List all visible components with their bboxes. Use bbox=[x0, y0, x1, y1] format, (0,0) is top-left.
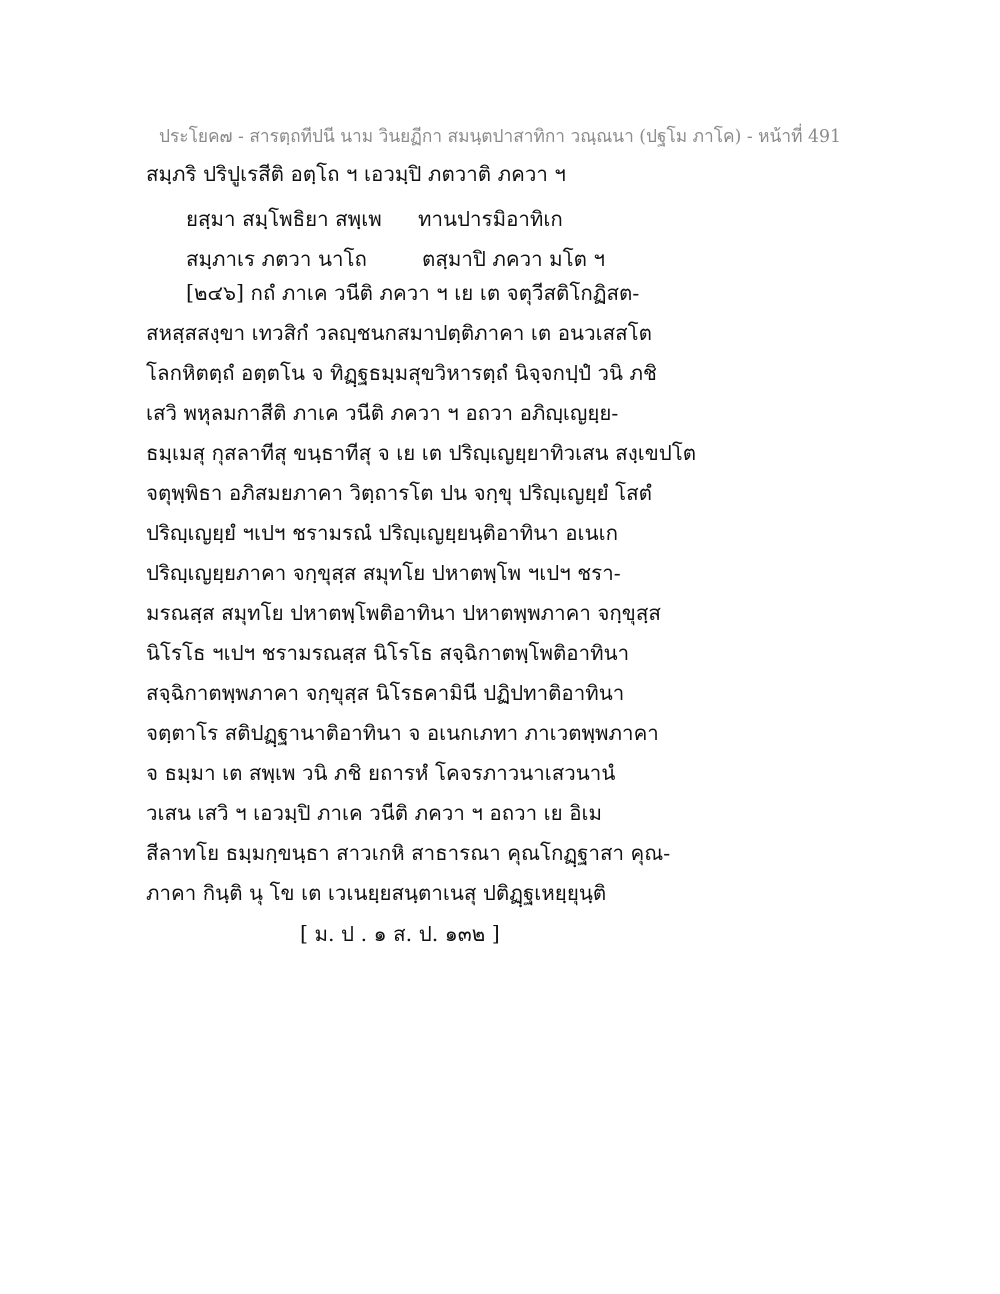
paragraph-line: ธมฺเมสุ กุสลาทีสุ ขนฺธาทีสุ จ เย เต ปริญฺเญยฺยาทิวเสน สงฺเขปโต bbox=[146, 441, 697, 465]
paragraph-line: ปริญฺเญยฺยภาคา จกฺขุสฺส สมุทโย ปหาตพฺโพ ฯเปฯ ชรา- bbox=[146, 561, 621, 585]
paragraph-line: จตฺตาโร สติปฏฺฐานาติอาทินา จ อเนกเภทา ภาเวตพฺพภาคา bbox=[146, 721, 659, 745]
paragraph-line: จตุพฺพิธา อภิสมยภาคา วิตฺถารโต ปน จกฺขุ ปริญฺเญยฺยํ โสตํ bbox=[146, 481, 652, 505]
verse-line-1-right: ทานปารมิอาทิเก bbox=[418, 207, 563, 231]
page-header: ประโยค๗ - สารตฺถทีปนี นาม วินยฏีกา สมนฺตปาสาทิกา วณฺณนา (ปฐโม ภาโค) - หน้าที่ 491 bbox=[159, 126, 841, 147]
verse-line-2-right: ตสฺมาปิ ภควา มโต ฯ bbox=[422, 247, 606, 271]
paragraph-line: สจฺฉิกาตพฺพภาคา จกฺขุสฺส นิโรธคามินี ปฏิปทาติอาทินา bbox=[146, 681, 625, 705]
reference-note: [ ม. ป . ๑ ส. ป. ๑๓๒ ] bbox=[300, 922, 500, 946]
paragraph-line: โลกหิตตฺถํ อตฺตโน จ ทิฏฺฐธมฺมสุขวิหารตฺถํ นิจฺจกปฺปํ วนิ ภชิ bbox=[146, 361, 657, 385]
paragraph-line: ภาคา กินฺติ นุ โข เต เวเนยฺยสนฺตาเนสุ ปติฏฺฐเหยฺยุนฺติ bbox=[146, 881, 607, 905]
paragraph-line: มรณสฺส สมุทโย ปหาตพฺโพติอาทินา ปหาตพฺพภาคา จกฺขุสฺส bbox=[146, 601, 661, 625]
paragraph-line: นิโรโธ ฯเปฯ ชรามรณสฺส นิโรโธ สจฺฉิกาตพฺโพติอาทินา bbox=[146, 641, 630, 665]
verse-line-1-left: ยสฺมา สมฺโพธิยา สพฺเพ bbox=[186, 207, 382, 231]
paragraph-line: สีลาทโย ธมฺมกฺขนฺธา สาวเกหิ สาธารณา คุณโกฏฺฐาสา คุณ- bbox=[146, 841, 671, 865]
paragraph-line: ปริญฺเญยฺยํ ฯเปฯ ชรามรณํ ปริญฺเญยฺยนฺติอาทินา อเนเก bbox=[146, 521, 619, 545]
paragraph-line: [๒๔๖] กถํ ภาเค วนีติ ภควา ฯ เย เต จตุวีสติโกฏิสต- bbox=[186, 281, 640, 305]
paragraph-line: วเสน เสวิ ฯ เอวมฺปิ ภาเค วนีติ ภควา ฯ อถวา เย อิเม bbox=[146, 801, 603, 825]
paragraph-line: เสวิ พหุลมกาสีติ ภาเค วนีติ ภควา ฯ อถวา อภิญฺเญยฺย- bbox=[146, 401, 619, 425]
paragraph-line: สหสฺสสงฺขา เทวสิกํ วลญฺชนกสมาปตฺติภาคา เต อนวเสสโต bbox=[146, 321, 652, 345]
verse-line-2-left: สมฺภาเร ภตวา นาโถ bbox=[186, 247, 367, 271]
paragraph-line: จ ธมฺมา เต สพฺเพ วนิ ภชิ ยถารหํ โคจรภาวนาเสวนานํ bbox=[146, 761, 616, 785]
opening-line: สมฺภริ ปริปูเรสีติ อตฺโถ ฯ เอวมฺปิ ภตวาติ ภควา ฯ bbox=[146, 162, 566, 186]
